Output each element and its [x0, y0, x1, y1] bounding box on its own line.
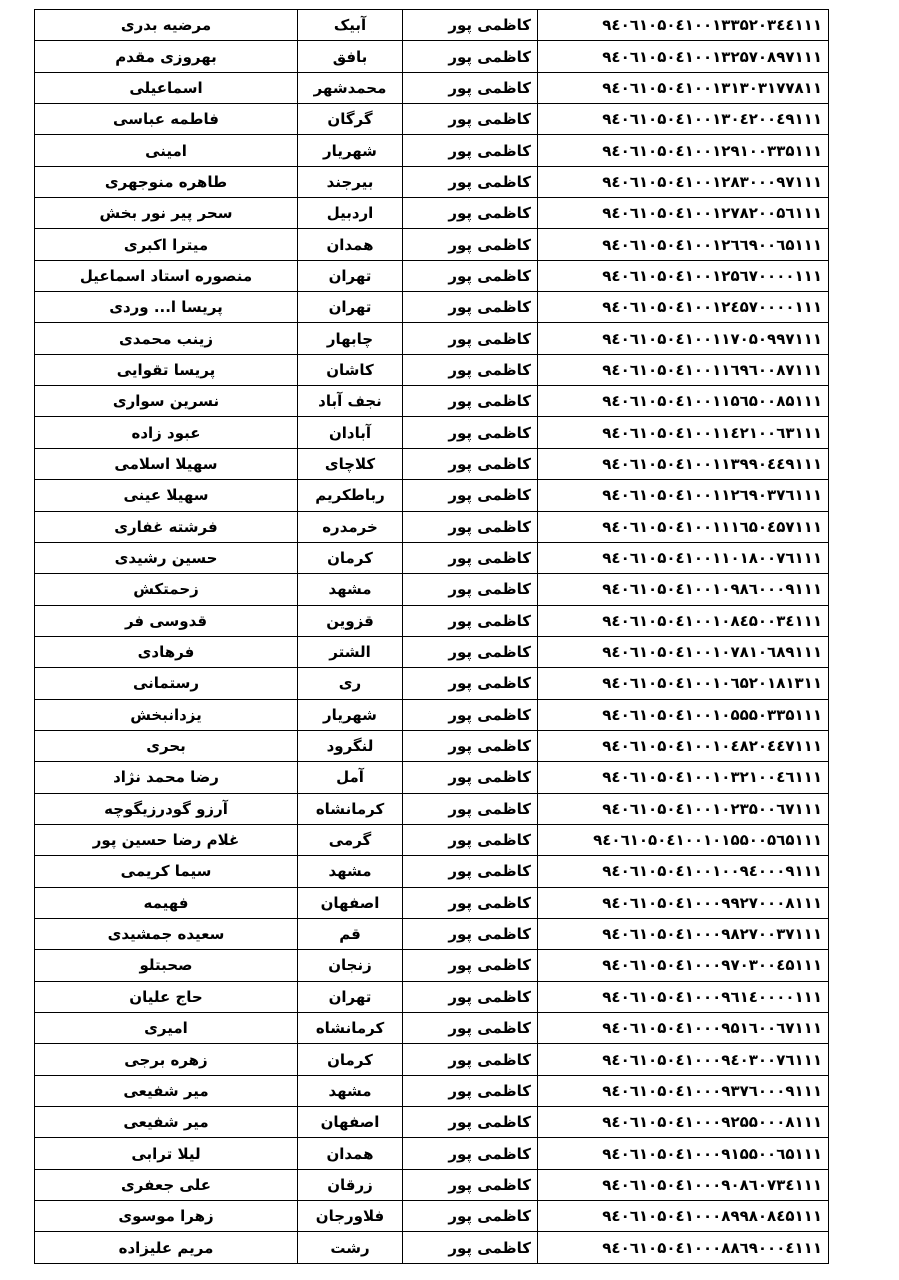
code-cell: ۹٤۰٦۱۰۵۰٤۱۰۰۱۱۳۹۹۰٤٤۹۱۱۱: [538, 448, 829, 479]
name-cell: سهیلا اسلامی: [35, 448, 298, 479]
name-cell: میترا اکبری: [35, 229, 298, 260]
table-row: [35, 292, 829, 323]
code-cell: ۹٤۰٦۱۰۵۰٤۱۰۰۱۲۷۸۲۰۰۵٦۱۱۱: [538, 198, 829, 229]
name-cell: فاطمه عباسی: [35, 104, 298, 135]
city-cell: بافق: [298, 41, 403, 72]
city-cell: شهریار: [298, 699, 403, 730]
table-row: [35, 918, 829, 949]
table-row: [35, 417, 829, 448]
name-cell: سعیده جمشیدی: [35, 918, 298, 949]
code-cell: ۹٤۰٦۱۰۵۰٤۱۰۰۱۰۷۸۱۰٦۸۹۱۱۱: [538, 636, 829, 667]
table-row: [35, 1232, 829, 1264]
code-cell: ۹٤۰٦۱۰۵۰٤۱۰۰۰۹۵۱٦۰۰٦۷۱۱۱: [538, 1013, 829, 1044]
family-cell: کاظمی پور: [403, 542, 538, 573]
family-cell: کاظمی پور: [403, 386, 538, 417]
city-cell: همدان: [298, 1138, 403, 1169]
city-cell: کرمان: [298, 542, 403, 573]
table-row: [35, 448, 829, 479]
code-cell: ۹٤۰٦۱۰۵۰٤۱۰۰۱۲٦٦۹۰۰٦۵۱۱۱: [538, 229, 829, 260]
city-cell: کرمانشاه: [298, 1013, 403, 1044]
family-cell: کاظمی پور: [403, 1232, 538, 1264]
family-cell: کاظمی پور: [403, 229, 538, 260]
name-cell: رضا محمد نژاد: [35, 762, 298, 793]
table-row: [35, 1201, 829, 1232]
family-cell: کاظمی پور: [403, 354, 538, 385]
city-cell: آبیک: [298, 10, 403, 41]
name-cell: عبود زاده: [35, 417, 298, 448]
table-row: [35, 1075, 829, 1106]
table-row: [35, 135, 829, 166]
city-cell: کرمان: [298, 1044, 403, 1075]
city-cell: کلاچای: [298, 448, 403, 479]
code-cell: ۹٤۰٦۱۰۵۰٤۱۰۰۱۲۵٦۷۰۰۰۰۱۱۱: [538, 260, 829, 291]
code-cell: ۹٤۰٦۱۰۵۰٤۱۰۰۰۹۷۰۳۰۰٤۵۱۱۱: [538, 950, 829, 981]
name-cell: لیلا ترابی: [35, 1138, 298, 1169]
name-cell: منصوره استاد اسماعیل: [35, 260, 298, 291]
code-cell: ۹٤۰٦۱۰۵۰٤۱۰۰۱۰۹۸٦۰۰۰۹۱۱۱: [538, 574, 829, 605]
code-cell: ۹٤۰٦۱۰۵۰٤۱۰۰۰۹٤۰۳۰۰۷٦۱۱۱: [538, 1044, 829, 1075]
table-row: [35, 1169, 829, 1200]
table-row: [35, 41, 829, 72]
code-cell: ۹٤۰٦۱۰۵۰٤۱۰۰۰۹۲۵۵۰۰۰۸۱۱۱: [538, 1107, 829, 1138]
table-row: [35, 1013, 829, 1044]
table-row: [35, 824, 829, 855]
code-cell: ۹٤۰٦۱۰۵۰٤۱۰۰۱۱٤۲۱۰۰٦۳۱۱۱: [538, 417, 829, 448]
family-cell: کاظمی پور: [403, 260, 538, 291]
city-cell: تهران: [298, 260, 403, 291]
name-cell: امینی: [35, 135, 298, 166]
code-cell: ۹٤۰٦۱۰۵۰٤۱۰۰۱۰۲۳۵۰۰٦۷۱۱۱: [538, 793, 829, 824]
city-cell: ری: [298, 668, 403, 699]
table-row: [35, 856, 829, 887]
family-cell: کاظمی پور: [403, 10, 538, 41]
city-cell: قم: [298, 918, 403, 949]
family-cell: کاظمی پور: [403, 511, 538, 542]
family-cell: کاظمی پور: [403, 323, 538, 354]
city-cell: آمل: [298, 762, 403, 793]
table-row: [35, 605, 829, 636]
city-cell: مشهد: [298, 856, 403, 887]
code-cell: ۹٤۰٦۱۰۵۰٤۱۰۰۱۳۲۵۷۰۸۹۷۱۱۱: [538, 41, 829, 72]
table-row: [35, 1138, 829, 1169]
table-row: [35, 323, 829, 354]
name-cell: بحری: [35, 730, 298, 761]
table-row: [35, 511, 829, 542]
name-cell: امیری: [35, 1013, 298, 1044]
table-row: [35, 793, 829, 824]
code-cell: ۹٤۰٦۱۰۵۰٤۱۰۰۰۹٦۱٤۰۰۰۰۱۱۱: [538, 981, 829, 1012]
table-row: [35, 950, 829, 981]
table-row: [35, 198, 829, 229]
city-cell: محمدشهر: [298, 72, 403, 103]
code-cell: ۹٤۰٦۱۰۵۰٤۱۰۰۱۰٤۸۲۰٤٤۷۱۱۱: [538, 730, 829, 761]
records-sheet: [34, 9, 828, 1264]
table-row: [35, 10, 829, 41]
code-cell: ۹٤۰٦۱۰۵۰٤۱۰۰۱۰٦۵۲۰۱۸۱۳۱۱: [538, 668, 829, 699]
table-row: [35, 104, 829, 135]
family-cell: کاظمی پور: [403, 950, 538, 981]
code-cell: ۹٤۰٦۱۰۵۰٤۱۰۰۱۲۸۳۰۰۰۹۷۱۱۱: [538, 166, 829, 197]
name-cell: سهیلا عینی: [35, 480, 298, 511]
city-cell: رباطکریم: [298, 480, 403, 511]
city-cell: زنجان: [298, 950, 403, 981]
name-cell: بهروزی مقدم: [35, 41, 298, 72]
family-cell: کاظمی پور: [403, 1013, 538, 1044]
name-cell: سحر پیر نور بخش: [35, 198, 298, 229]
table-row: [35, 72, 829, 103]
table-row: [35, 887, 829, 918]
city-cell: لنگرود: [298, 730, 403, 761]
family-cell: کاظمی پور: [403, 41, 538, 72]
family-cell: کاظمی پور: [403, 574, 538, 605]
table-row: [35, 762, 829, 793]
table-row: [35, 354, 829, 385]
city-cell: اصفهان: [298, 1107, 403, 1138]
code-cell: ۹٤۰٦۱۰۵۰٤۱۰۰۱۳۱۳۰۳۱۷۷۸۱۱: [538, 72, 829, 103]
family-cell: کاظمی پور: [403, 135, 538, 166]
code-cell: ۹٤۰٦۱۰۵۰٤۱۰۰۰۹۹۲۷۰۰۰۸۱۱۱: [538, 887, 829, 918]
city-cell: رشت: [298, 1232, 403, 1264]
family-cell: کاظمی پور: [403, 887, 538, 918]
name-cell: طاهره منوجهری: [35, 166, 298, 197]
name-cell: غلام رضا حسین پور: [35, 824, 298, 855]
family-cell: کاظمی پور: [403, 605, 538, 636]
family-cell: کاظمی پور: [403, 417, 538, 448]
table-row: [35, 542, 829, 573]
family-cell: کاظمی پور: [403, 448, 538, 479]
name-cell: فرشته غفاری: [35, 511, 298, 542]
city-cell: گرمی: [298, 824, 403, 855]
table-row: [35, 668, 829, 699]
family-cell: کاظمی پور: [403, 480, 538, 511]
family-cell: کاظمی پور: [403, 1107, 538, 1138]
table-row: [35, 981, 829, 1012]
city-cell: اصفهان: [298, 887, 403, 918]
code-cell: ۹٤۰٦۱۰۵۰٤۱۰۰۱۰۸٤۵۰۰۳٤۱۱۱: [538, 605, 829, 636]
name-cell: حسین رشیدی: [35, 542, 298, 573]
city-cell: همدان: [298, 229, 403, 260]
name-cell: مریم علیزاده: [35, 1232, 298, 1264]
family-cell: کاظمی پور: [403, 1169, 538, 1200]
code-cell: ۹٤۰٦۱۰۵۰٤۱۰۰۱۰۱۵۵۰۰۵٦۵۱۱۱: [538, 824, 829, 855]
code-cell: ۹٤۰٦۱۰۵۰٤۱۰۰۰۸۹۹۸۰۸٤۵۱۱۱: [538, 1201, 829, 1232]
code-cell: ۹٤۰٦۱۰۵۰٤۱۰۰۱۱٦۹٦۰۰۸۷۱۱۱: [538, 354, 829, 385]
city-cell: زرقان: [298, 1169, 403, 1200]
records-table: [34, 9, 829, 1264]
code-cell: ۹٤۰٦۱۰۵۰٤۱۰۰۱۳۳۵۲۰۳٤٤۱۱۱: [538, 10, 829, 41]
table-row: [35, 636, 829, 667]
table-row: [35, 574, 829, 605]
code-cell: ۹٤۰٦۱۰۵۰٤۱۰۰۱۱۷۰۵۰۹۹۷۱۱۱: [538, 323, 829, 354]
table-row: [35, 1107, 829, 1138]
city-cell: الشتر: [298, 636, 403, 667]
name-cell: زهرا موسوی: [35, 1201, 298, 1232]
family-cell: کاظمی پور: [403, 824, 538, 855]
name-cell: فهیمه: [35, 887, 298, 918]
family-cell: کاظمی پور: [403, 730, 538, 761]
name-cell: زحمتکش: [35, 574, 298, 605]
name-cell: رستمانی: [35, 668, 298, 699]
city-cell: آبادان: [298, 417, 403, 448]
code-cell: ۹٤۰٦۱۰۵۰٤۱۰۰۰۹۰۸٦۰۷۳٤۱۱۱: [538, 1169, 829, 1200]
name-cell: میر شفیعی: [35, 1107, 298, 1138]
table-row: [35, 1044, 829, 1075]
city-cell: کاشان: [298, 354, 403, 385]
family-cell: کاظمی پور: [403, 1138, 538, 1169]
table-row: [35, 730, 829, 761]
family-cell: کاظمی پور: [403, 981, 538, 1012]
family-cell: کاظمی پور: [403, 72, 538, 103]
city-cell: چابهار: [298, 323, 403, 354]
family-cell: کاظمی پور: [403, 166, 538, 197]
table-row: [35, 260, 829, 291]
family-cell: کاظمی پور: [403, 104, 538, 135]
table-row: [35, 386, 829, 417]
city-cell: بیرجند: [298, 166, 403, 197]
family-cell: کاظمی پور: [403, 198, 538, 229]
code-cell: ۹٤۰٦۱۰۵۰٤۱۰۰۱۱۰۱۸۰۰۷٦۱۱۱: [538, 542, 829, 573]
city-cell: نجف آباد: [298, 386, 403, 417]
city-cell: مشهد: [298, 574, 403, 605]
name-cell: نسرین سواری: [35, 386, 298, 417]
family-cell: کاظمی پور: [403, 762, 538, 793]
name-cell: اسماعیلی: [35, 72, 298, 103]
name-cell: قدوسی فر: [35, 605, 298, 636]
name-cell: مرضیه بدری: [35, 10, 298, 41]
code-cell: ۹٤۰٦۱۰۵۰٤۱۰۰۰۸۸٦۹۰۰۰٤۱۱۱: [538, 1232, 829, 1264]
code-cell: ۹٤۰٦۱۰۵۰٤۱۰۰۰۹۱۵۵۰۰٦۵۱۱۱: [538, 1138, 829, 1169]
city-cell: تهران: [298, 981, 403, 1012]
city-cell: فلاورجان: [298, 1201, 403, 1232]
table-row: [35, 229, 829, 260]
family-cell: کاظمی پور: [403, 918, 538, 949]
name-cell: یزدانبخش: [35, 699, 298, 730]
name-cell: پریسا ا... وردی: [35, 292, 298, 323]
city-cell: قزوین: [298, 605, 403, 636]
family-cell: کاظمی پور: [403, 292, 538, 323]
name-cell: پریسا تقوایی: [35, 354, 298, 385]
name-cell: زینب محمدی: [35, 323, 298, 354]
code-cell: ۹٤۰٦۱۰۵۰٤۱۰۰۱۲۹۱۰۰۳۳۵۱۱۱: [538, 135, 829, 166]
code-cell: ۹٤۰٦۱۰۵۰٤۱۰۰۱۱۱٦۵۰٤۵۷۱۱۱: [538, 511, 829, 542]
records-table-body: [35, 10, 829, 1264]
city-cell: گرگان: [298, 104, 403, 135]
city-cell: مشهد: [298, 1075, 403, 1106]
name-cell: آرزو گودرزیگوچه: [35, 793, 298, 824]
code-cell: ۹٤۰٦۱۰۵۰٤۱۰۰۱۰۳۲۱۰۰٤٦۱۱۱: [538, 762, 829, 793]
code-cell: ۹٤۰٦۱۰۵۰٤۱۰۰۱۱۵٦۵۰۰۸۵۱۱۱: [538, 386, 829, 417]
name-cell: فرهادی: [35, 636, 298, 667]
city-cell: شهریار: [298, 135, 403, 166]
name-cell: صحبتلو: [35, 950, 298, 981]
name-cell: میر شفیعی: [35, 1075, 298, 1106]
table-row: [35, 699, 829, 730]
code-cell: ۹٤۰٦۱۰۵۰٤۱۰۰۰۹۳۷٦۰۰۰۹۱۱۱: [538, 1075, 829, 1106]
family-cell: کاظمی پور: [403, 1075, 538, 1106]
city-cell: اردبیل: [298, 198, 403, 229]
name-cell: علی جعفری: [35, 1169, 298, 1200]
code-cell: ۹٤۰٦۱۰۵۰٤۱۰۰۱۱۲٦۹۰۳۷٦۱۱۱: [538, 480, 829, 511]
code-cell: ۹٤۰٦۱۰۵۰٤۱۰۰۱۰۵۵۵۰۳۳۵۱۱۱: [538, 699, 829, 730]
family-cell: کاظمی پور: [403, 793, 538, 824]
city-cell: کرمانشاه: [298, 793, 403, 824]
family-cell: کاظمی پور: [403, 856, 538, 887]
family-cell: کاظمی پور: [403, 1201, 538, 1232]
table-row: [35, 480, 829, 511]
code-cell: ۹٤۰٦۱۰۵۰٤۱۰۰۰۹۸۲۷۰۰۳۷۱۱۱: [538, 918, 829, 949]
family-cell: کاظمی پور: [403, 636, 538, 667]
family-cell: کاظمی پور: [403, 699, 538, 730]
table-row: [35, 166, 829, 197]
code-cell: ۹٤۰٦۱۰۵۰٤۱۰۰۱۰۰۹٤۰۰۰۹۱۱۱: [538, 856, 829, 887]
name-cell: زهره برجی: [35, 1044, 298, 1075]
code-cell: ۹٤۰٦۱۰۵۰٤۱۰۰۱۳۰٤۲۰۰٤۹۱۱۱: [538, 104, 829, 135]
city-cell: خرمدره: [298, 511, 403, 542]
name-cell: سیما کریمی: [35, 856, 298, 887]
city-cell: تهران: [298, 292, 403, 323]
name-cell: حاج علیان: [35, 981, 298, 1012]
code-cell: ۹٤۰٦۱۰۵۰٤۱۰۰۱۲٤۵۷۰۰۰۰۱۱۱: [538, 292, 829, 323]
family-cell: کاظمی پور: [403, 668, 538, 699]
family-cell: کاظمی پور: [403, 1044, 538, 1075]
